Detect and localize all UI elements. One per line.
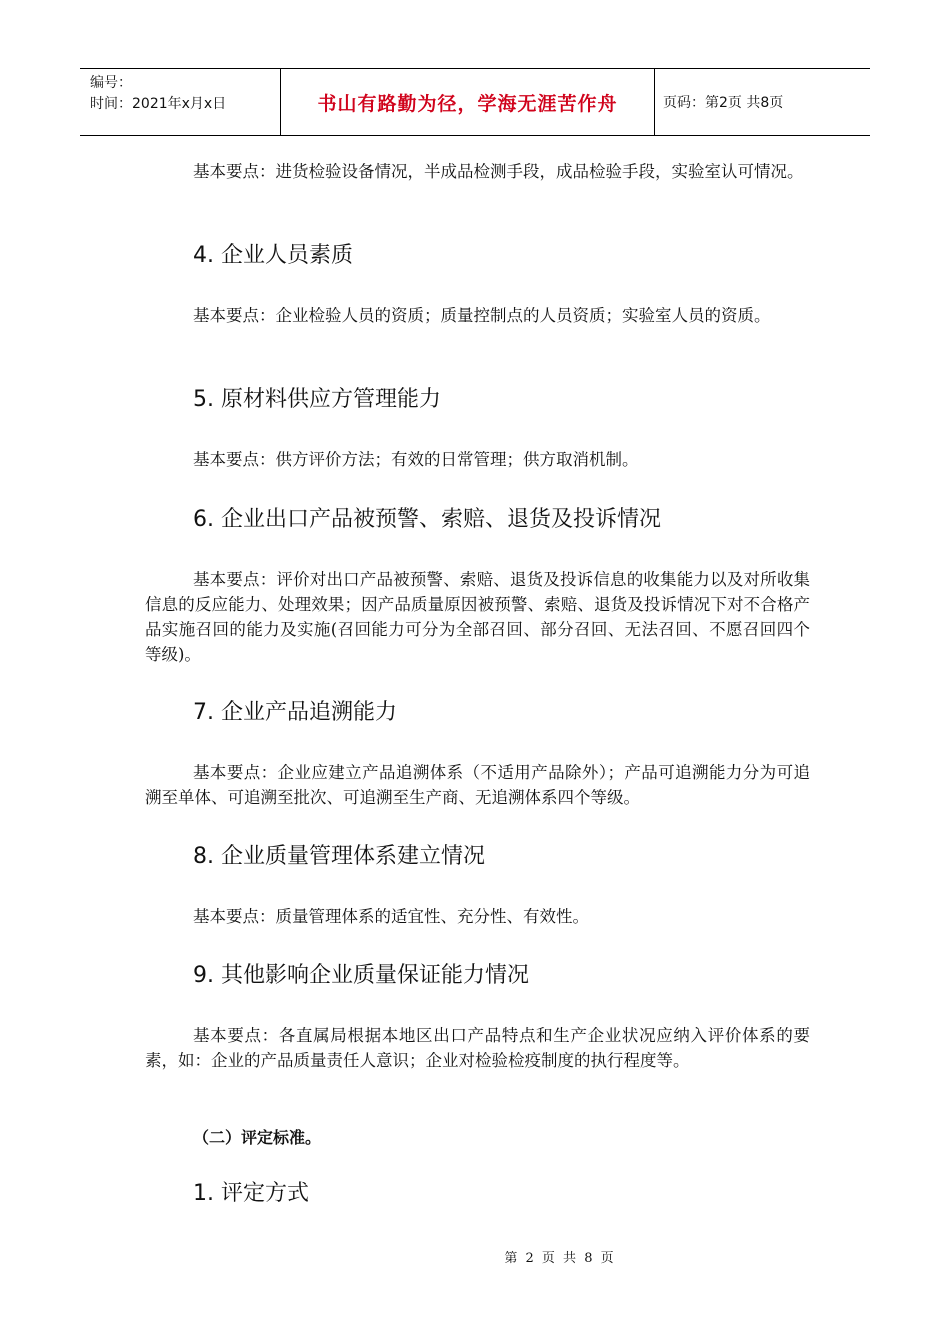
paragraph-inspection-points: 基本要点：进货检验设备情况，半成品检测手段，成品检验手段，实验室认可情况。 (193, 162, 804, 181)
section-heading-4: 4. 企业人员素质 (193, 243, 353, 268)
paragraph-traceability-points: 基本要点：企业应建立产品追溯体系（不适用产品除外）；产品可追溯能力分为可追溯至单体、可追溯至批次、可追溯至生产商、无追溯体系四个等级。 (145, 763, 810, 807)
header-page-info: 页码：第2页 共8页 (663, 95, 784, 111)
paragraph-warning-points: 基本要点：评价对出口产品被预警、索赔、退货及投诉信息的收集能力以及对所收集信息的反应能力、处理效果；因产品质量原因被预警、索赔、退货及投诉情况下对不合格产品实施召回的能力及实施(召回能力可分为全部召回、部分召回、无法召回、不愿召回四个等级)。 (145, 570, 810, 664)
page-footer: 第 2 页 共 8 页 (504, 1251, 616, 1266)
page-header (80, 68, 870, 136)
header-motto: 书山有路勤为径，学海无涯苦作舟 (281, 69, 655, 135)
subsection-heading-criteria: （二）评定标准。 (193, 1128, 322, 1147)
header-meta (80, 69, 281, 135)
section-heading-7: 7. 企业产品追溯能力 (193, 700, 397, 725)
paragraph-qms-points: 基本要点：质量管理体系的适宜性、充分性、有效性。 (193, 907, 589, 926)
document-number-label: 编号： (90, 75, 132, 91)
paragraph-personnel-points: 基本要点：企业检验人员的资质；质量控制点的人员资质；实验室人员的资质。 (193, 306, 771, 325)
document-time-label: 时间：2021年x月x日 (90, 96, 227, 112)
section-heading-6: 6. 企业出口产品被预警、索赔、退货及投诉情况 (193, 507, 661, 532)
section-heading-5: 5. 原材料供应方管理能力 (193, 387, 441, 412)
paragraph-other-points: 基本要点：各直属局根据本地区出口产品特点和生产企业状况应纳入评价体系的要素，如：企业的产品质量责任人意识；企业对检验检疫制度的执行程度等。 (145, 1026, 810, 1070)
paragraph-supplier-points: 基本要点：供方评价方法；有效的日常管理；供方取消机制。 (193, 450, 639, 469)
section-heading-evaluation-method: 1. 评定方式 (193, 1181, 309, 1206)
section-heading-8: 8. 企业质量管理体系建立情况 (193, 844, 485, 869)
section-heading-9: 9. 其他影响企业质量保证能力情况 (193, 963, 529, 988)
